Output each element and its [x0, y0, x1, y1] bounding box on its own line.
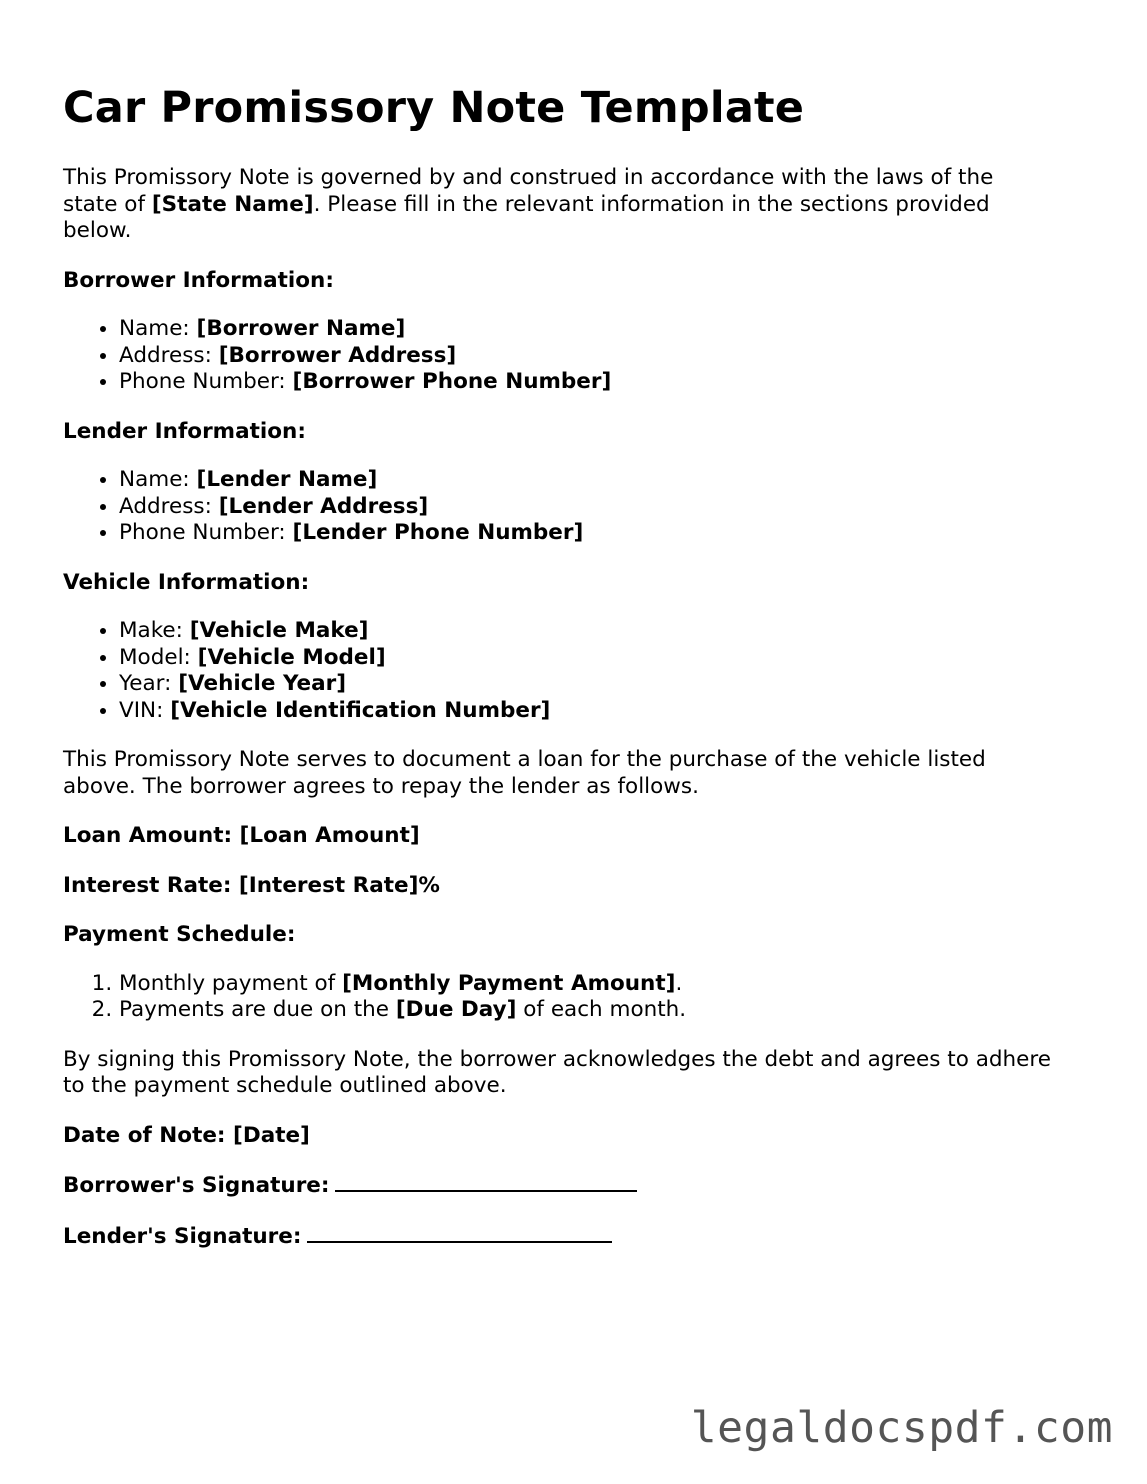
vehicle-list	[63, 618, 1053, 724]
list-item	[119, 671, 1053, 698]
borrower-heading: Borrower Information:	[63, 267, 334, 293]
schedule-text: Monthly payment of	[119, 970, 343, 996]
list-item	[119, 520, 1053, 547]
acknowledgement-paragraph: By signing this Promissory Note, the borrower acknowledges the debt and agrees to adhere to the payment schedule outlined above.	[63, 1046, 1051, 1098]
site-watermark: legaldocspdf.com	[690, 1403, 1113, 1453]
intro-paragraph	[63, 165, 1053, 245]
lender-signature-line	[63, 1223, 1053, 1251]
field-placeholder: [Vehicle Year]	[178, 671, 347, 696]
field-label: Make:	[119, 618, 190, 643]
lender-signature-field[interactable]	[307, 1223, 612, 1243]
lender-list	[63, 467, 1053, 547]
list-item	[119, 494, 1053, 521]
payment-schedule-list	[63, 971, 1053, 1024]
field-label: Address:	[119, 342, 219, 368]
list-item	[119, 971, 1053, 998]
document-title: Car Promissory Note Template	[63, 83, 805, 133]
field-label: Name:	[119, 467, 197, 492]
schedule-text: .	[675, 970, 683, 996]
field-placeholder: [Lender Address]	[218, 493, 429, 519]
field-placeholder: [Borrower Name]	[196, 316, 406, 341]
vehicle-heading: Vehicle Information:	[63, 569, 310, 595]
state-name-placeholder: [State Name]	[151, 191, 314, 217]
document-page	[63, 78, 1053, 1250]
field-placeholder: [Vehicle Identification Number]	[170, 697, 551, 723]
lender-heading: Lender Information:	[63, 418, 306, 444]
intro-text-2: . Please fill in the relevant information in the sections provided below.	[63, 191, 990, 243]
monthly-payment-placeholder: [Monthly Payment Amount]	[342, 970, 676, 996]
field-placeholder: [Borrower Address]	[218, 342, 457, 368]
lender-signature-label: Lender's Signature:	[63, 1223, 302, 1249]
field-label: Year:	[119, 671, 179, 696]
schedule-text: Payments are due on the	[119, 997, 396, 1022]
field-label: VIN:	[119, 697, 171, 723]
list-item	[119, 997, 1053, 1024]
loan-amount-line: Loan Amount: [Loan Amount]	[63, 823, 420, 848]
list-item	[119, 343, 1053, 370]
field-label: Phone Number:	[119, 520, 293, 545]
field-label: Address:	[119, 493, 219, 519]
field-label: Name:	[119, 316, 197, 341]
list-item	[119, 698, 1053, 725]
intro-text-1: This Promissory Note is governed by and construed in accordance with the laws of the state of	[63, 165, 994, 217]
field-label: Model:	[119, 644, 198, 670]
payment-schedule-heading: Payment Schedule:	[63, 922, 296, 947]
interest-rate-line: Interest Rate: [Interest Rate]%	[63, 872, 440, 898]
borrower-signature-label: Borrower's Signature:	[63, 1173, 330, 1198]
field-placeholder: [Borrower Phone Number]	[292, 369, 612, 394]
list-item	[119, 369, 1053, 396]
borrower-list	[63, 316, 1053, 396]
field-placeholder: [Lender Name]	[196, 467, 378, 492]
date-of-note-line: Date of Note: [Date]	[63, 1122, 310, 1148]
list-item	[119, 645, 1053, 672]
list-item	[119, 618, 1053, 645]
schedule-text: of each month.	[516, 997, 687, 1022]
due-day-placeholder: [Due Day]	[395, 997, 517, 1022]
field-placeholder: [Vehicle Make]	[189, 618, 369, 643]
borrower-signature-field[interactable]	[335, 1172, 637, 1192]
list-item	[119, 316, 1053, 343]
list-item	[119, 467, 1053, 494]
field-placeholder: [Lender Phone Number]	[292, 520, 584, 545]
field-placeholder: [Vehicle Model]	[197, 644, 386, 670]
loan-purpose-paragraph: This Promissory Note serves to document a loan for the purchase of the vehicle listed above. The borrower agrees to repay the lender as follows.	[63, 747, 986, 799]
borrower-signature-line	[63, 1172, 1053, 1200]
field-label: Phone Number:	[119, 369, 293, 394]
